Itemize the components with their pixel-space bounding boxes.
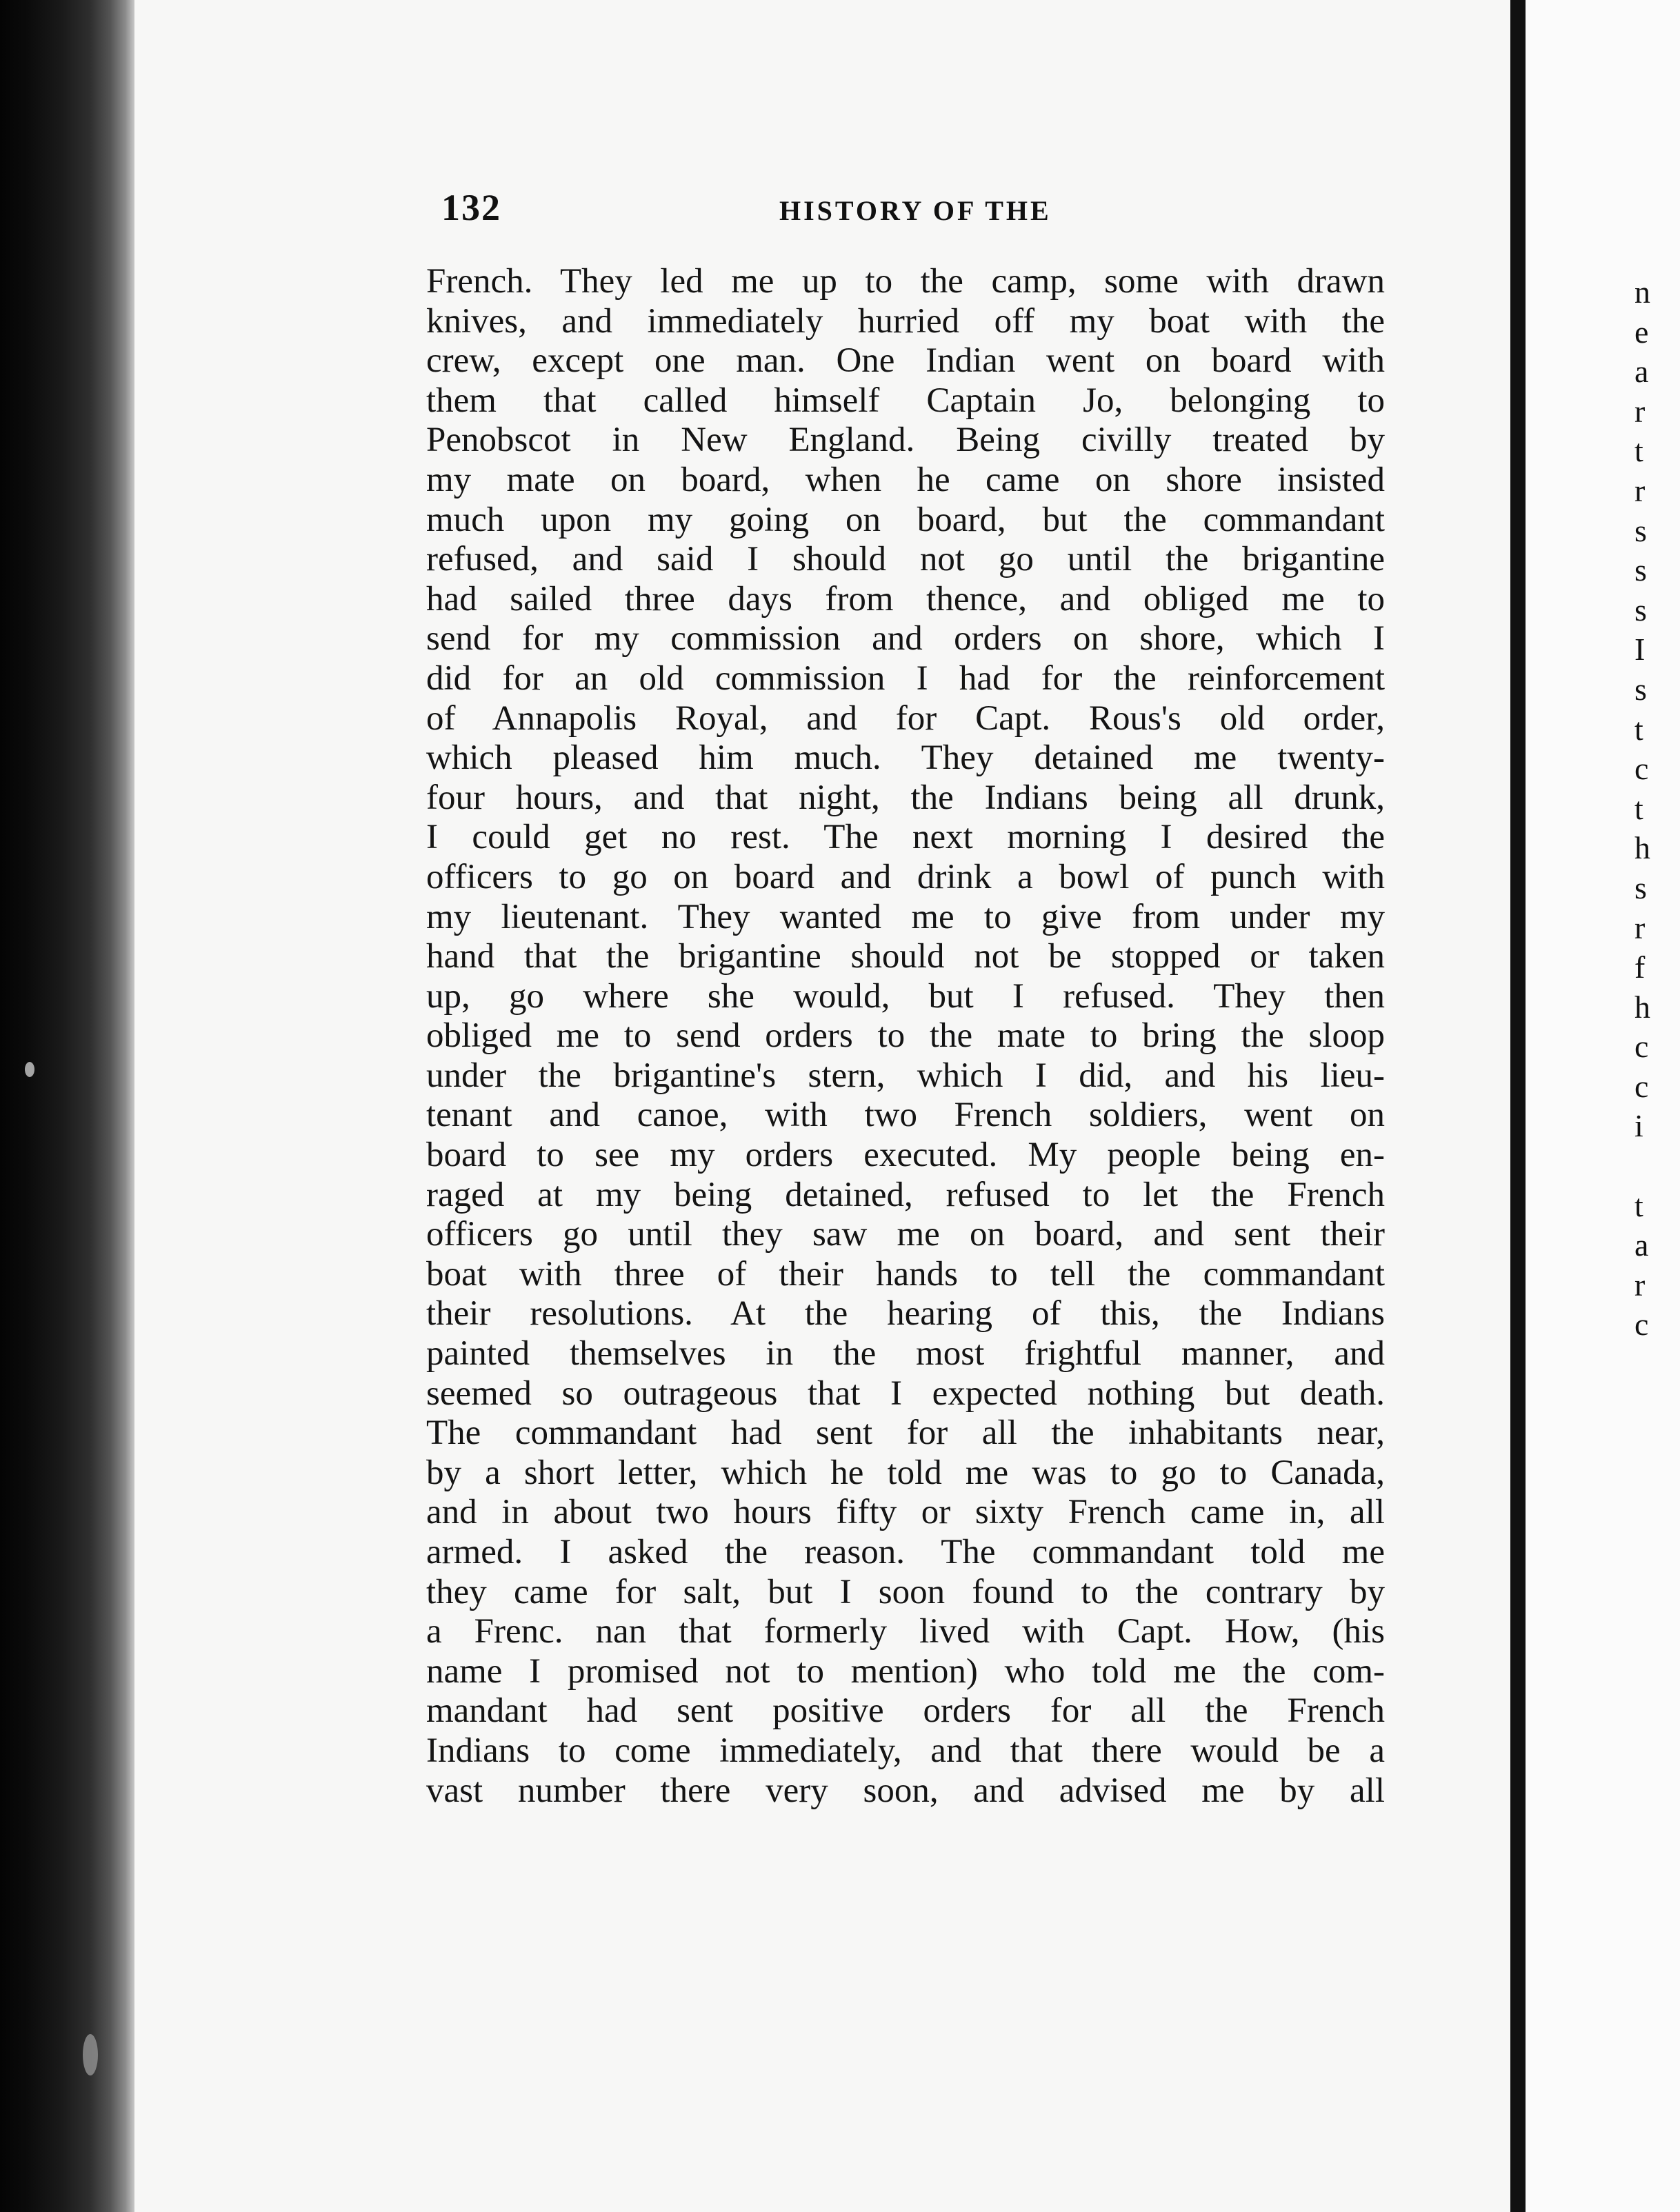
text-line: boat with three of their hands to tell the commandant — [426, 1254, 1385, 1294]
text-line: armed. I asked the reason. The commandant told me — [426, 1533, 1385, 1571]
page-gutter — [1510, 0, 1526, 2212]
text-line: under the brigantine's stern, which I did, and his lieu- — [426, 1056, 1385, 1095]
text-line: up, go where she would, but I refused. They then — [426, 976, 1385, 1016]
facing-page-letter: t — [1634, 711, 1643, 747]
facing-page-letter: c — [1634, 1307, 1649, 1343]
binding-speck — [83, 2034, 98, 2075]
text-line: much upon my going on board, but the commandant — [426, 500, 1385, 539]
text-line: had sailed three days from thence, and obliged me to — [426, 579, 1385, 619]
facing-page-letter: I — [1634, 632, 1646, 667]
text-line: four hours, and that night, the Indians being all drunk, — [426, 778, 1385, 817]
text-line: raged at my being detained, refused to let the French — [426, 1175, 1385, 1214]
text-line: refused, and said I should not go until the brigantine — [426, 540, 1385, 579]
facing-page-letter: h — [1634, 989, 1650, 1025]
facing-page-letter: i — [1634, 1108, 1643, 1144]
facing-page-letter: t — [1634, 1187, 1643, 1223]
binding-speck — [25, 1062, 34, 1077]
facing-page-letter: n — [1634, 274, 1650, 310]
facing-page-letter: a — [1634, 1227, 1649, 1263]
text-line: crew, except one man. One Indian went on board with — [426, 341, 1385, 381]
text-line: The commandant had sent for all the inhabitants near, — [426, 1414, 1385, 1453]
facing-page-letter: s — [1634, 592, 1647, 627]
text-line: vast number there very soon, and advised me by all — [426, 1771, 1385, 1810]
text-line: Indians to come immediately, and that there would be a — [426, 1731, 1385, 1770]
text-line: I could get no rest. The next morning I desired the — [426, 818, 1385, 857]
text-line: them that called himself Captain Jo, belonging to — [426, 381, 1385, 420]
facing-page-text — [1634, 272, 1650, 1345]
text-line: which pleased him much. They detained me twenty- — [426, 738, 1385, 778]
text-line: mandant had sent positive orders for all the French — [426, 1691, 1385, 1731]
facing-page-letter: h — [1634, 830, 1650, 866]
facing-page-letter: s — [1634, 552, 1647, 588]
text-line: they came for salt, but I soon found to the contrary by — [426, 1572, 1385, 1611]
text-line: of Annapolis Royal, and for Capt. Rous's old order, — [426, 698, 1385, 738]
facing-page-letter: s — [1634, 512, 1647, 548]
body-text — [426, 262, 1385, 1811]
text-line: painted themselves in the most frightful manner, and — [426, 1334, 1385, 1374]
text-line: name I promised not to mention) who told me the com- — [426, 1651, 1385, 1691]
facing-page-letter: r — [1634, 909, 1646, 945]
text-line: my mate on board, when he came on shore insisted — [426, 460, 1385, 499]
text-line: tenant and canoe, with two French soldiers, went on — [426, 1096, 1385, 1135]
page-number: 132 — [441, 187, 501, 228]
text-line: my lieutenant. They wanted me to give from under my — [426, 897, 1385, 936]
book-binding-edge — [0, 0, 134, 2212]
facing-page-letter: r — [1634, 472, 1646, 508]
text-line: officers to go on board and drink a bowl of punch with — [426, 857, 1385, 896]
text-line: did for an old commission I had for the reinforcement — [426, 658, 1385, 698]
facing-page-letter: c — [1634, 751, 1649, 787]
text-line: officers go until they saw me on board, and sent their — [426, 1215, 1385, 1254]
facing-page-letter — [1634, 1146, 1650, 1186]
facing-page-letter: e — [1634, 314, 1649, 350]
facing-page-letter: c — [1634, 1068, 1649, 1104]
text-line: board to see my orders executed. My people being en- — [426, 1136, 1385, 1175]
facing-page-letter: t — [1634, 790, 1643, 826]
text-line: French. They led me up to the camp, some with drawn — [426, 262, 1385, 301]
text-line: obliged me to send orders to the mate to bring the sloop — [426, 1016, 1385, 1056]
text-line: send for my commission and orders on shore, which I — [426, 619, 1385, 658]
text-line: knives, and immediately hurried off my boat with the — [426, 301, 1385, 341]
text-line: seemed so outrageous that I expected nothing but death. — [426, 1374, 1385, 1413]
facing-page-letter: r — [1634, 1267, 1646, 1303]
facing-page-letter: a — [1634, 354, 1649, 390]
facing-page-letter: r — [1634, 393, 1646, 429]
text-line: and in about two hours fifty or sixty French came in, all — [426, 1493, 1385, 1532]
text-line: hand that the brigantine should not be stopped or taken — [426, 937, 1385, 976]
running-head — [441, 186, 1379, 241]
facing-page — [1526, 0, 1680, 2212]
text-line: Penobscot in New England. Being civilly treated by — [426, 421, 1385, 460]
facing-page-letter: c — [1634, 1029, 1649, 1065]
facing-page-letter: t — [1634, 433, 1643, 469]
text-line: a Frenc. nan that formerly lived with Capt. How, (his — [426, 1612, 1385, 1651]
text-line: by a short letter, which he told me was to go to Canada, — [426, 1453, 1385, 1492]
facing-page-letter: f — [1634, 949, 1646, 985]
text-line: their resolutions. At the hearing of this, the Indians — [426, 1294, 1385, 1334]
facing-page-letter: s — [1634, 869, 1647, 905]
facing-page-letter: s — [1634, 671, 1647, 707]
running-title: HISTORY OF THE — [779, 195, 1052, 226]
